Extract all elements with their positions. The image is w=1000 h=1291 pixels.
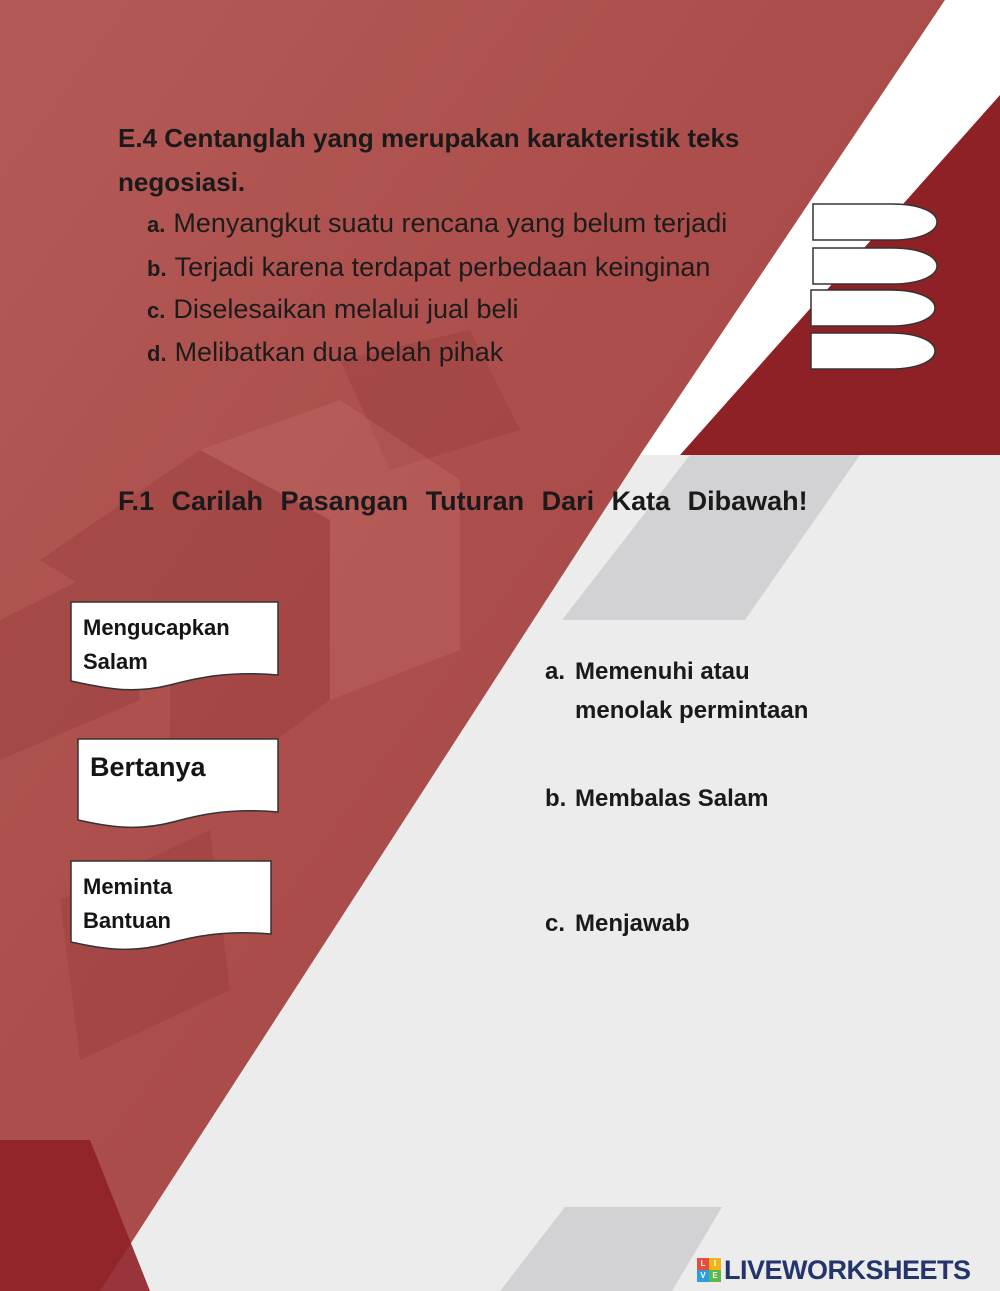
- checkbox-option-d[interactable]: [810, 332, 942, 368]
- answer-c: [545, 904, 690, 943]
- option-b: [147, 247, 710, 287]
- card-line: Meminta: [83, 874, 173, 899]
- option-text: Diselesaikan melalui jual beli: [173, 294, 519, 324]
- logo-mark-cell: E: [709, 1270, 721, 1282]
- drag-card-meminta-bantuan[interactable]: [70, 860, 273, 950]
- card-line: Salam: [83, 649, 148, 674]
- option-letter: a.: [147, 212, 166, 237]
- logo-mark-cell: L: [697, 1258, 709, 1270]
- logo-mark-cell: V: [697, 1270, 709, 1282]
- option-text: Melibatkan dua belah pihak: [174, 337, 504, 367]
- card-line: Bantuan: [83, 908, 171, 933]
- option-letter: d.: [147, 341, 167, 366]
- answer-text: Membalas Salam: [575, 785, 769, 812]
- drag-card-bertanya[interactable]: [77, 738, 280, 830]
- option-text: Terjadi karena terdapat perbedaan keinginan: [174, 252, 711, 282]
- answer-b: [545, 779, 768, 818]
- answer-a: [545, 652, 808, 730]
- option-d: [147, 332, 503, 372]
- answer-text: [575, 652, 808, 730]
- card-text: [83, 870, 172, 938]
- card-text: [83, 611, 230, 679]
- liveworksheets-logo: [697, 1255, 995, 1285]
- answer-letter: b.: [545, 785, 567, 812]
- answer-text: Menjawab: [575, 910, 690, 937]
- option-c: [147, 289, 519, 329]
- option-text: Menyangkut suatu rencana yang belum terjadi: [173, 208, 728, 238]
- option-letter: c.: [147, 298, 166, 323]
- question-e4-title: E.4 Centanglah yang merupakan karakteristik teks: [118, 123, 740, 153]
- card-line: Bertanya: [90, 752, 206, 782]
- card-text: [90, 750, 206, 784]
- question-e4-title-cont: negosiasi.: [118, 167, 246, 197]
- drag-card-mengucapkan-salam[interactable]: [70, 601, 280, 691]
- card-line: Mengucapkan: [83, 615, 230, 640]
- question-f1-title: F.1 Carilah Pasangan Tuturan Dari Kata Dibawah!: [118, 486, 808, 516]
- answer-letter: a.: [545, 658, 566, 685]
- logo-text: LIVEWORKSHEETS: [724, 1254, 971, 1285]
- answer-letter: c.: [545, 910, 566, 937]
- checkbox-option-a[interactable]: [812, 203, 944, 239]
- answer-line: menolak permintaan: [575, 697, 809, 724]
- logo-mark-icon: [697, 1258, 721, 1282]
- checkbox-option-c[interactable]: [810, 289, 942, 325]
- logo-mark-cell: I: [709, 1258, 721, 1270]
- answer-line: Memenuhi atau: [575, 658, 750, 685]
- option-a: [147, 203, 727, 243]
- option-letter: b.: [147, 256, 167, 281]
- checkbox-option-b[interactable]: [812, 247, 944, 283]
